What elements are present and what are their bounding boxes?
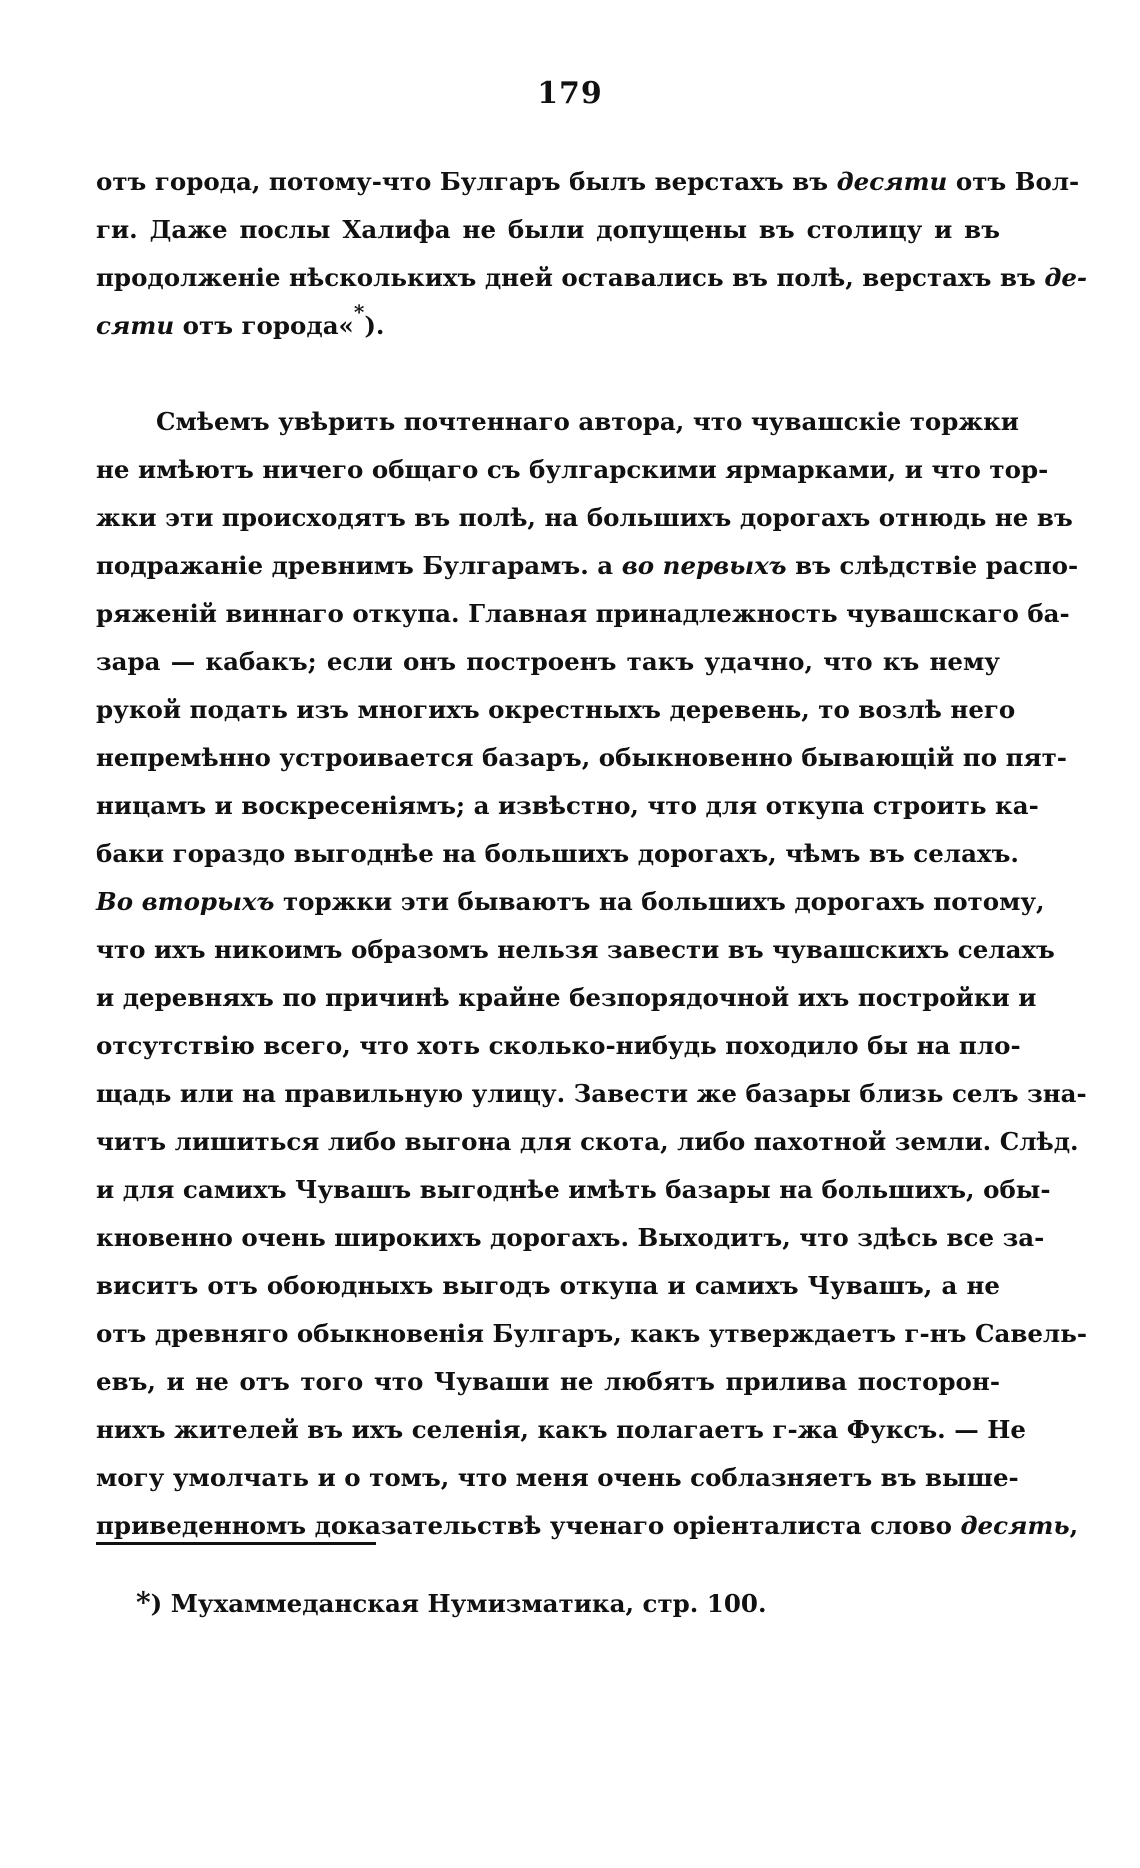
text-line: и деревняхъ по причинѣ крайне безпорядочной ихъ постройки и [96,983,1037,1012]
text-span: ). [364,311,385,340]
text-span: въ слѣдствіе распо- [786,551,1079,580]
text-line [96,302,1000,350]
text-line: щадь или на правильную улицу. Завести же базары близь селъ зна- [96,1079,1087,1108]
text-line: читъ лишиться либо выгона для скота, либо пахотной земли. Слѣд. [96,1127,1079,1156]
italic-word: Во вторыхъ [96,887,275,916]
text-line: евъ, и не отъ того что Чуваши не любятъ прилива посторон- [96,1367,1000,1396]
text-span: , [1069,1511,1079,1540]
text-line: не имѣютъ ничего общаго съ булгарскими ярмарками, и что тор- [96,455,1049,484]
text-line [96,542,1079,590]
text-line: кновенно очень широкихъ дорогахъ. Выходитъ, что здѣсь все за- [96,1223,1045,1252]
italic-word: де- [1044,263,1088,292]
paragraph-gap [96,350,1000,398]
text-line: Смѣемъ увѣрить почтеннаго автора, что чувашскіе торжки [156,407,1019,436]
text-line: ницамъ и воскресеніямъ; а извѣстно, что для откупа строить ка- [96,791,1039,820]
text-span: отъ города« [174,311,354,340]
text-line: виситъ отъ обоюдныхъ выгодъ откупа и самихъ Чувашъ, а не [96,1271,1000,1300]
text-line: отъ древняго обыкновенія Булгаръ, какъ утверждаетъ г-нъ Савель- [96,1319,1088,1348]
text-line [96,878,1045,926]
text-span: торжки эти бываютъ на большихъ дорогахъ потому, [274,887,1045,916]
text-line: ги. Даже послы Халифа не были допущены въ столицу и въ [96,215,1000,244]
text-line: могу умолчать и о томъ, что меня очень соблазняетъ въ выше- [96,1463,1019,1492]
text-span: отъ города, потому-что Булгаръ былъ верстахъ въ [96,167,837,196]
text-line: нихъ жителей въ ихъ селенія, какъ полагаетъ г-жа Фуксъ. — Не [96,1415,1026,1444]
main-text [96,158,1088,1550]
text-line: жки эти происходятъ въ полѣ, на большихъ дорогахъ отнюдь не въ [96,503,1073,532]
text-line: зара — кабакъ; если онъ построенъ такъ удачно, что къ нему [96,647,1000,676]
text-line [96,254,1088,302]
text-span: подражаніе древнимъ Булгарамъ. а [96,551,622,580]
text-span: продолженіе нѣсколькихъ дней оставались въ полѣ, верстахъ въ [96,263,1045,292]
italic-word: десять [960,1511,1070,1540]
text-line: ряженій виннаго откупа. Главная принадлежность чувашскаго ба- [96,599,1070,628]
text-line: непремѣнно устроивается базаръ, обыкновенно бывающій по пят- [96,743,1067,772]
text-line [96,158,1080,206]
footnote-divider [96,1542,376,1545]
footnote-marker: * [136,1586,151,1619]
text-line: рукой подать изъ многихъ окрестныхъ деревень, то возлѣ него [96,695,1016,724]
italic-word: десяти [836,167,948,196]
footnote-text: ) Мухаммеданская Нумизматика, стр. 100. [150,1589,767,1618]
footnote [136,1586,766,1619]
italic-word: сяти [96,311,175,340]
footnote-reference: * [353,300,365,324]
text-span: приведенномъ доказательствѣ ученаго оріенталиста слово [96,1511,961,1540]
text-line: баки гораздо выгоднѣе на большихъ дорогахъ, чѣмъ въ селахъ. [96,839,1019,868]
text-line: что ихъ никоимъ образомъ нельзя завести въ чувашскихъ селахъ [96,935,1055,964]
italic-word: во первыхъ [621,551,787,580]
text-line: и для самихъ Чувашъ выгоднѣе имѣть базары на большихъ, обы- [96,1175,1051,1204]
page-number: 179 [537,76,603,111]
text-span: отъ Вол- [947,167,1080,196]
text-line: отсутствію всего, что хоть сколько-нибудь походило бы на пло- [96,1031,1021,1060]
